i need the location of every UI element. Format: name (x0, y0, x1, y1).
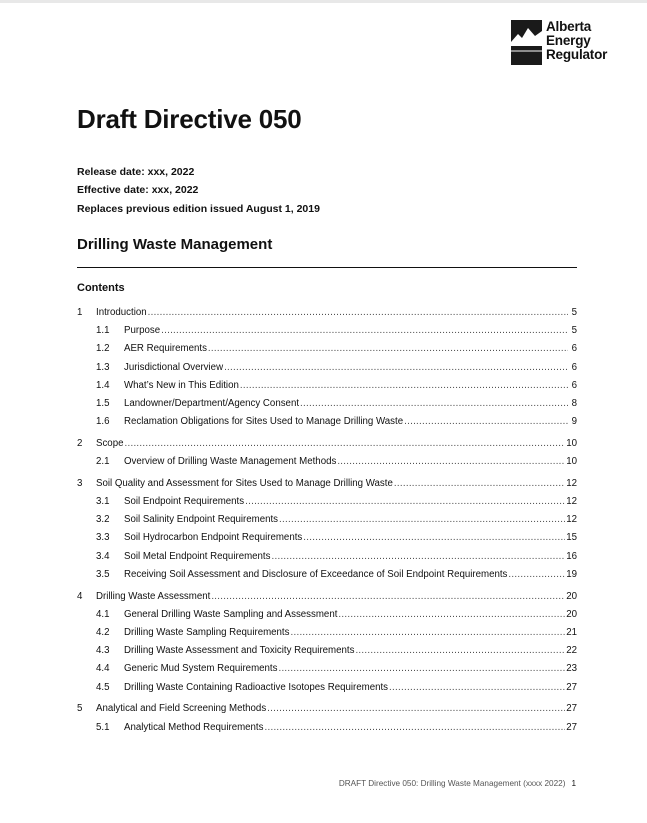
toc-entry-title: What’s New in This Edition (124, 379, 239, 391)
toc-entry-title: Soil Endpoint Requirements (124, 496, 245, 508)
document-title: Draft Directive 050 (77, 104, 302, 134)
toc-entry-page: 10 (566, 456, 577, 468)
toc-entry-title: Analytical Method Requirements (124, 721, 264, 733)
toc-entry-number: 1.3 (96, 361, 110, 373)
toc-entry-number: 3.2 (96, 514, 110, 526)
toc-entry-title: Drilling Waste Sampling Requirements (124, 626, 290, 638)
toc-entry[interactable] (77, 342, 577, 360)
toc-leader-dots (264, 721, 565, 735)
toc-entry[interactable] (77, 306, 577, 324)
toc-entry-page: 27 (566, 721, 577, 733)
effective-date: Effective date: xxx, 2022 (77, 184, 199, 197)
toc-entry-page: 23 (566, 663, 577, 675)
toc-entry-title: Jurisdictional Overview (124, 361, 224, 373)
title-divider (77, 267, 577, 268)
toc-entry-page: 27 (566, 681, 577, 693)
toc-entry[interactable] (77, 568, 577, 586)
release-date: Release date: xxx, 2022 (77, 166, 195, 178)
toc-entry-number: 3.1 (96, 496, 110, 508)
toc-leader-dots (245, 495, 565, 509)
toc-entry-page: 27 (566, 703, 577, 715)
toc-entry-page: 5 (571, 325, 577, 337)
toc-entry[interactable] (77, 455, 577, 473)
toc-entry-number: 4.3 (96, 645, 110, 657)
toc-entry-title: Drilling Waste Assessment and Toxicity Requirements (124, 645, 355, 657)
footer-text: DRAFT Directive 050: Drilling Waste Management (xxxx 2022) (338, 779, 566, 788)
toc-leader-dots (240, 379, 568, 393)
logo-line-3: Regulator (546, 46, 608, 62)
toc-entry-number: 4.4 (96, 663, 110, 675)
toc-entry-title: Generic Mud System Requirements (124, 663, 278, 675)
toc-entry[interactable] (77, 379, 577, 397)
mountain-logo-icon (511, 20, 542, 65)
toc-entry-page: 20 (566, 608, 577, 620)
toc-entry-number: 2.1 (96, 456, 110, 468)
toc-entry-number: 2 (77, 437, 83, 449)
toc-entry[interactable] (77, 495, 577, 513)
toc-entry-page: 19 (566, 568, 577, 580)
toc-leader-dots (394, 477, 565, 491)
toc-leader-dots (161, 324, 568, 338)
toc-entry[interactable] (77, 626, 577, 644)
toc-entry-title: Receiving Soil Assessment and Disclosure of Exceedance of Soil Endpoint Requirements (124, 568, 508, 580)
logo-line-1: Alberta (546, 19, 592, 34)
toc-entry-number: 1.4 (96, 379, 110, 391)
toc-leader-dots (211, 590, 565, 604)
toc-leader-dots (303, 531, 565, 545)
toc-entry-number: 3.3 (96, 532, 110, 544)
toc-entry-number: 5.1 (96, 721, 110, 733)
toc-entry-page: 8 (571, 397, 577, 409)
toc-entry-number: 1.1 (96, 325, 110, 337)
toc-entry-page: 12 (566, 514, 577, 526)
toc-entry-title: Analytical and Field Screening Methods (96, 703, 267, 715)
document-dates (77, 163, 320, 218)
toc-entry[interactable] (77, 477, 577, 495)
toc-leader-dots (300, 397, 568, 411)
toc-leader-dots (267, 702, 565, 716)
toc-entry[interactable] (77, 397, 577, 415)
toc-entry-number: 1.5 (96, 397, 110, 409)
toc-entry-number: 1.2 (96, 343, 110, 355)
page-footer (300, 779, 576, 788)
toc-entry-number: 3.4 (96, 550, 110, 562)
toc-entry-page: 12 (566, 477, 577, 489)
toc-entry-title: Reclamation Obligations for Sites Used to Manage Drilling Waste (124, 416, 404, 428)
aer-logo (511, 20, 636, 66)
toc-entry-page: 21 (566, 626, 577, 638)
toc-entry[interactable] (77, 513, 577, 531)
toc-entry-number: 3 (77, 477, 83, 489)
toc-entry[interactable] (77, 590, 577, 608)
toc-entry-title: Soil Quality and Assessment for Sites Used to Manage Drilling Waste (96, 477, 393, 489)
toc-entry[interactable] (77, 324, 577, 342)
toc-entry-number: 3.5 (96, 568, 110, 580)
toc-leader-dots (338, 608, 565, 622)
toc-entry-number: 5 (77, 703, 83, 715)
toc-leader-dots (208, 342, 568, 356)
toc-entry[interactable] (77, 437, 577, 455)
toc-entry[interactable] (77, 681, 577, 699)
toc-leader-dots (279, 513, 565, 527)
toc-leader-dots (224, 361, 568, 375)
toc-entry-number: 1.6 (96, 416, 110, 428)
table-of-contents (77, 306, 577, 739)
toc-entry-page: 10 (566, 437, 577, 449)
logo-line-2: Energy (546, 32, 591, 48)
toc-entry-number: 4.5 (96, 681, 110, 693)
toc-entry-page: 20 (566, 590, 577, 602)
toc-leader-dots (124, 437, 565, 451)
toc-entry-page: 6 (571, 379, 577, 391)
toc-entry-page: 12 (566, 496, 577, 508)
page-top-edge (0, 0, 647, 3)
toc-leader-dots (389, 681, 565, 695)
toc-entry[interactable] (77, 361, 577, 379)
toc-entry-title: Introduction (96, 307, 147, 318)
toc-leader-dots (148, 306, 568, 320)
toc-entry-page: 6 (571, 343, 577, 355)
toc-entry-number: 4.1 (96, 608, 110, 620)
toc-entry-title: Soil Hydrocarbon Endpoint Requirements (124, 532, 303, 544)
toc-entry[interactable] (77, 644, 577, 662)
document-subtitle: Drilling Waste Management (77, 236, 273, 253)
toc-entry[interactable] (77, 550, 577, 568)
toc-entry-title: Landowner/Department/Agency Consent (124, 397, 300, 409)
toc-leader-dots (404, 415, 568, 429)
toc-entry-title: Overview of Drilling Waste Management Methods (124, 456, 337, 468)
toc-entry-page: 22 (566, 645, 577, 657)
toc-entry-number: 4 (77, 590, 83, 602)
toc-entry[interactable] (77, 662, 577, 680)
toc-entry-page: 6 (571, 361, 577, 373)
toc-entry-page: 9 (571, 416, 577, 428)
toc-entry-page: 15 (566, 532, 577, 544)
toc-entry[interactable] (77, 415, 577, 433)
toc-entry-title: Drilling Waste Assessment (96, 590, 211, 602)
toc-entry-title: Scope (96, 437, 124, 449)
replaces-edition: Replaces previous edition issued August 1, 2019 (77, 202, 320, 215)
toc-entry[interactable] (77, 608, 577, 626)
toc-entry[interactable] (77, 721, 577, 739)
toc-entry-number: 1 (77, 307, 83, 318)
toc-entry-number: 4.2 (96, 626, 110, 638)
toc-entry-title: Soil Metal Endpoint Requirements (124, 550, 271, 562)
toc-entry-title: General Drilling Waste Sampling and Assessment (124, 608, 338, 620)
toc-leader-dots (355, 644, 565, 658)
toc-entry-page: 16 (566, 550, 577, 562)
contents-heading: Contents (77, 282, 125, 294)
toc-entry-title: AER Requirements (124, 343, 207, 355)
toc-leader-dots (508, 568, 565, 582)
toc-leader-dots (278, 662, 565, 676)
toc-leader-dots (337, 455, 565, 469)
toc-leader-dots (290, 626, 565, 640)
toc-entry[interactable] (77, 702, 577, 720)
toc-entry-title: Soil Salinity Endpoint Requirements (124, 514, 279, 526)
toc-entry[interactable] (77, 531, 577, 549)
footer-page-number: 1 (571, 779, 576, 788)
toc-entry-page: 5 (571, 307, 577, 318)
toc-entry-title: Drilling Waste Containing Radioactive Isotopes Requirements (124, 681, 389, 693)
toc-leader-dots (271, 550, 565, 564)
toc-entry-title: Purpose (124, 325, 161, 337)
